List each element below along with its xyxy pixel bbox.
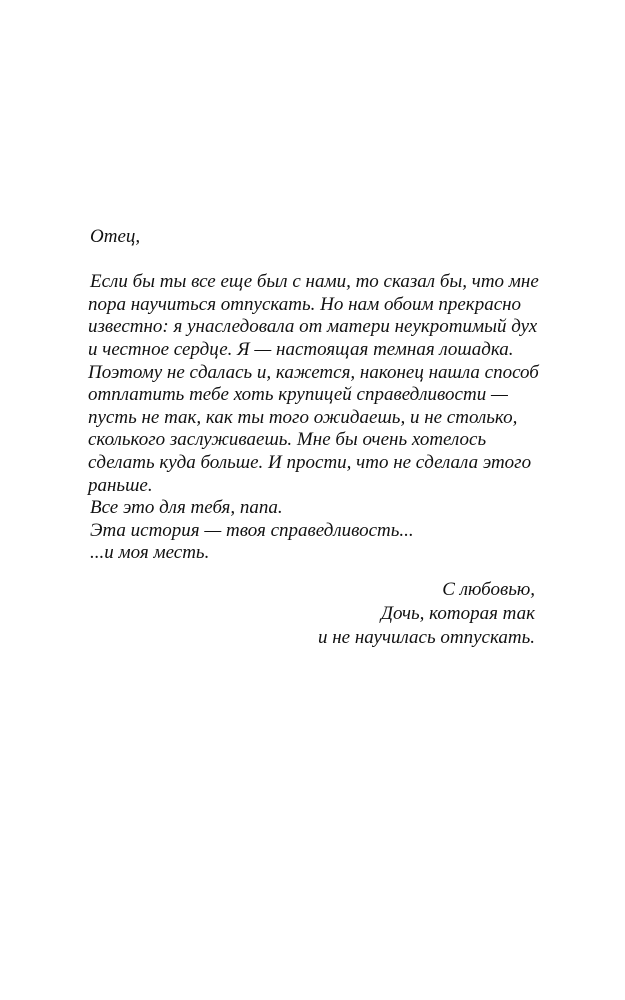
paragraph-line: и честное сердце. Я — настоящая темная лошадка. — [88, 338, 514, 360]
paragraph-line: сделать куда больше. И прости, что не сделала этого — [88, 451, 532, 473]
closing-line: ...и моя месть. — [90, 542, 210, 564]
closing-line: Эта история — твоя справедливость... — [90, 519, 414, 541]
paragraph-line: известно: я унаследовала от матери неукротимый дух — [88, 316, 538, 338]
paragraph-line: отплатить тебе хоть крупицей справедливости — — [88, 384, 508, 406]
signature-line: С любовью, — [442, 579, 535, 600]
blank-line — [90, 249, 535, 272]
paragraph-line: Поэтому не сдалась и, кажется, наконец нашла способ — [88, 361, 539, 383]
paragraph-line: раньше. — [88, 474, 153, 496]
paragraph-line: сколького заслуживаешь. Мне бы очень хотелось — [88, 429, 487, 451]
dedication-letter — [88, 226, 539, 565]
signature-block — [235, 578, 535, 650]
signature-line: Дочь, которая так — [380, 603, 535, 624]
closing-line: Все это для тебя, папа. — [90, 497, 283, 519]
paragraph-line: пора научиться отпускать. Но нам обоим прекрасно — [88, 293, 522, 315]
salutation: Отец, — [90, 226, 141, 247]
paragraph-line: пусть не так, как ты того ожидаешь, и не столько, — [88, 406, 518, 428]
signature-line: и не научилась отпускать. — [318, 627, 535, 648]
paragraph-line: Если бы ты все еще был с нами, то сказал бы, что мне — [90, 271, 539, 293]
